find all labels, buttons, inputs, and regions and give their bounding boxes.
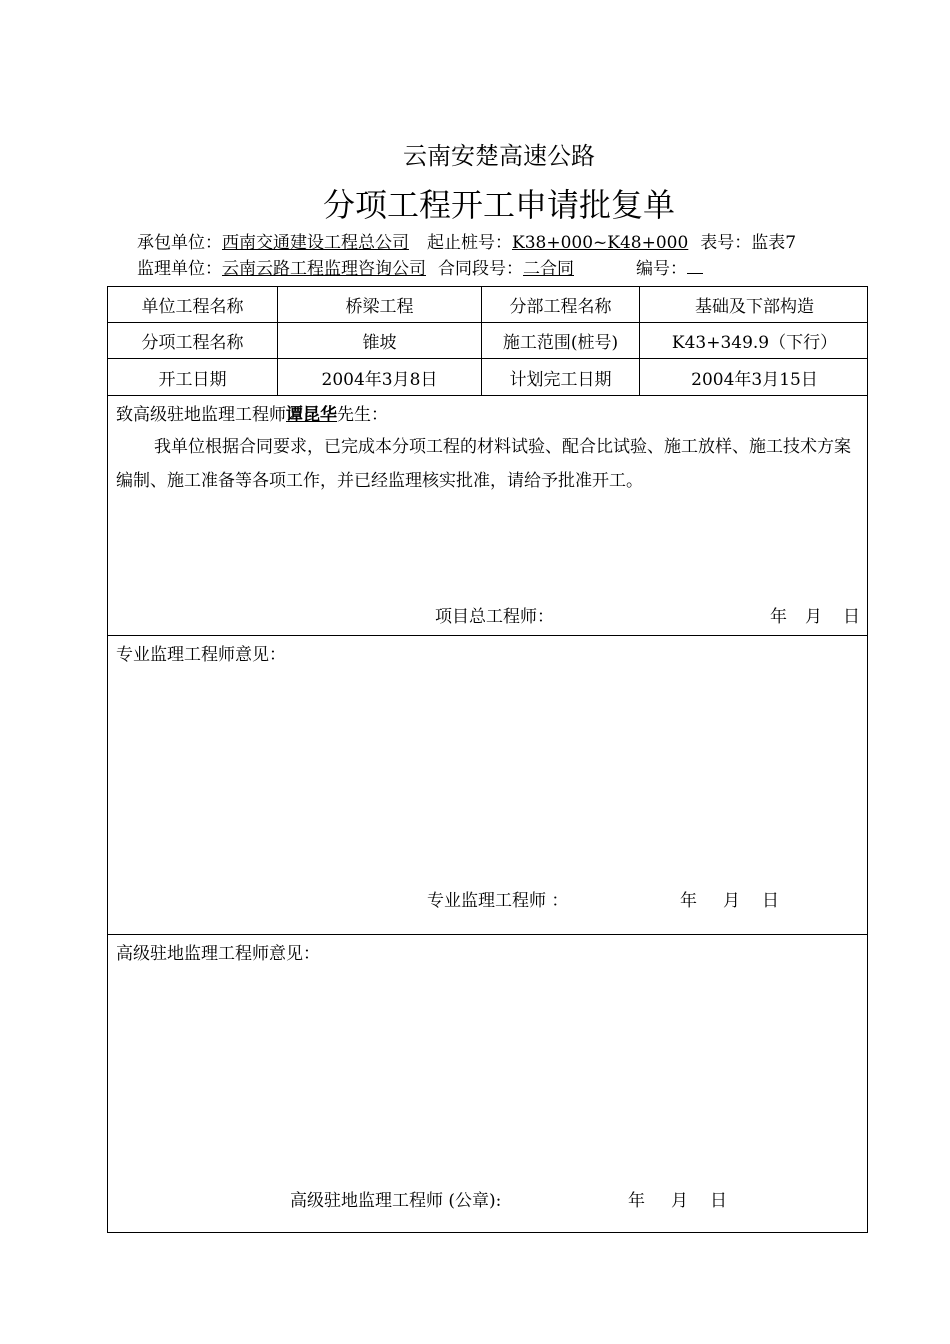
table-cell: 分部工程名称 [482,287,640,322]
form-no-value: 监表7 [751,233,797,253]
project-chief-engineer-label: 项目总工程师： [435,607,554,627]
senior-engineer-seal-label: 高级驻地监理工程师 (公章): [290,1191,502,1211]
contract-section-label: 合同段号： [438,259,523,279]
table-cell: 计划完工日期 [482,359,640,395]
salutation-suffix: 先生： [337,405,388,425]
contractor-label: 承包单位： [137,233,222,253]
contract-section-value: 二合同 [523,259,574,279]
table-cell: 单位工程名称 [108,287,278,322]
table-cell: 开工日期 [108,359,278,395]
date-year: 年 [628,1191,645,1211]
application-section [108,396,867,636]
document-subtitle: 云南安楚高速公路 [403,142,595,170]
table-row [108,287,867,323]
supervisor-value: 云南云路工程监理咨询公司 [222,259,426,279]
meta-line-2 [137,254,703,279]
table-cell: 2004年3月8日 [278,359,482,395]
station-value: K38+000~K48+000 [512,233,689,253]
meta-line-1 [137,228,796,253]
form-frame [107,286,868,1233]
application-body: 我单位根据合同要求，已完成本分项工程的材料试验、配合比试验、施工放样、施工技术方案编制、施工准备等各项工作，并已经监理核实批准，请给予批准开工。 [116,437,851,491]
form-no-label: 表号： [700,233,752,253]
date-day: 日 [710,1191,727,1211]
contractor-value: 西南交通建设工程总公司 [222,233,409,253]
table-cell: 基础及下部构造 [695,297,814,317]
specialist-opinion-label: 专业监理工程师意见： [116,645,286,665]
document-title: 分项工程开工申请批复单 [322,186,675,224]
table-cell: 分项工程名称 [108,323,278,358]
table-cell: K43+349.9（下行） [671,333,838,353]
specialist-opinion-section [108,636,867,935]
senior-opinion-section [108,935,867,1232]
date-year: 年 [770,607,787,627]
table-cell: 桥梁工程 [278,287,482,322]
date-day: 日 [843,607,860,627]
date-month: 月 [805,607,822,627]
serial-blank [687,259,703,274]
salutation-prefix: 致高级驻地监理工程师 [116,405,286,425]
date-month: 月 [723,891,740,911]
date-year: 年 [680,891,697,911]
table-row [108,359,867,396]
station-label: 起止桩号： [427,233,512,253]
supervisor-label: 监理单位： [137,259,222,279]
table-cell: 锥坡 [278,323,482,358]
table-cell: 2004年3月15日 [691,369,818,390]
serial-label: 编号： [636,259,687,279]
date-day: 日 [762,891,779,911]
table-cell: 施工范围(桩号) [482,323,640,358]
salutation [116,400,388,425]
engineer-name: 谭昆华 [286,405,337,425]
senior-opinion-label: 高级驻地监理工程师意见： [116,944,320,964]
date-month: 月 [671,1191,688,1211]
specialist-engineer-label: 专业监理工程师 ： [427,891,569,911]
table-row [108,323,867,359]
